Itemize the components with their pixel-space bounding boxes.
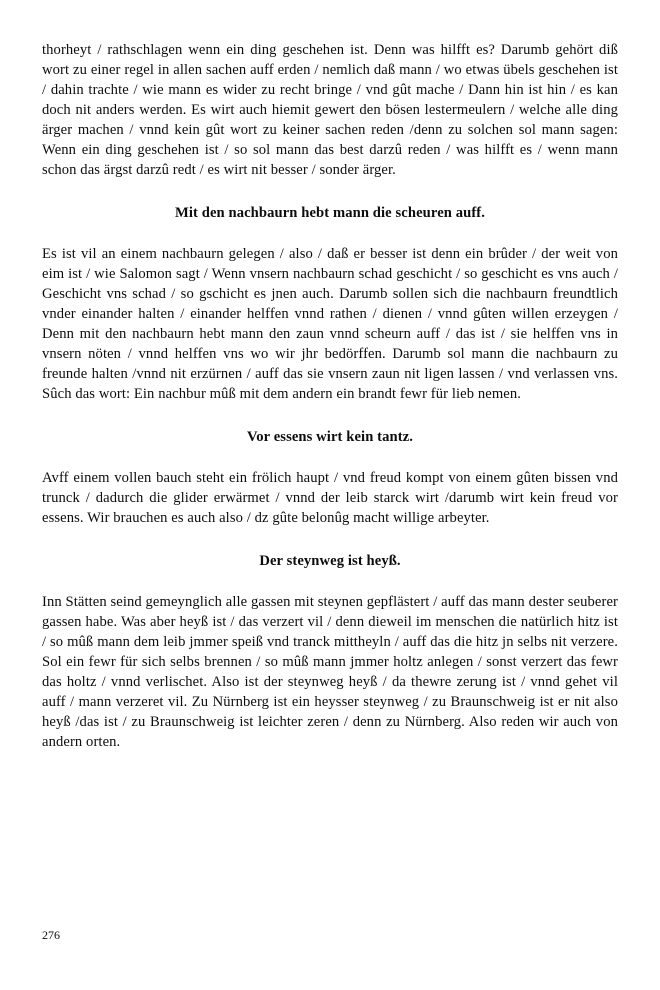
page-number: 276	[42, 928, 60, 942]
section-heading-nachbaurn: Mit den nachbaurn hebt mann die scheuren auff.	[174, 205, 486, 221]
section-heading-steynweg: Der steynweg ist heyß.	[259, 553, 401, 569]
paragraph-steynweg: Inn Stätten seind gemeynglich alle gassen mit steynen gepflästert / auff das mann dester seuberer gassen habe. Was aber heyß ist / das verzert vil / denn dieweil im menschen die natürlich hitz ist / so mûß mann dem leib jmmer speiß vnd tranck mittheyln / auff das die hitz jn selbs nit verzere. Sol ein fewr für sich selbs brennen / so mûß mann jmmer holtz anlegen / sonst verzert das fewr das holtz / vnnd verlischet. Also ist der steynweg heyß / da thewre zerung ist / vnnd gehet vil auff / mann verzeret vil. Zu Nürnberg ist ein heysser steynweg / zu Braunschweig ist er nit also heyß /das ist / zu Braunschweig ist leichter zeren / denn zu Nürnberg. Also reden wir auch von andern orten.	[42, 594, 618, 750]
paragraph-essens: Avff einem vollen bauch steht ein frölich haupt / vnd freud kompt von einem gûten bissen vnd trunck / dadurch die glider erwärmet / vnnd der leib starck wirt /darumb wirt kein freud vor essens. Wir brauchen es auch also / dz gûte belonûg macht willige arbeyter.	[42, 470, 618, 526]
paragraph-nachbaurn: Es ist vil an einem nachbaurn gelegen / also / daß er besser ist denn ein brûder / der weit von eim ist / wie Salomon sagt / Wenn vnsern nachbaurn schad geschicht / so geschicht es vns auch / Geschicht vns schad / so gschicht es jnen auch. Darumb sollen sich die nachbaurn freundtlich vnder einander halten / einander helffen vnnd rathen / dienen / vnnd gûten willen erzeygen / Denn mit den nachbaurn hebt mann den zaun vnnd scheurn auff / das ist / sie helffen vns in vnsern nöten / vnnd helffen vns wo wir jhr bedörffen. Darumb sol mann die nachbaurn zu freunde halten /vnnd nit erzürnen / auff das sie vnsern zaun nit ligen lassen / vnd verlassen vns. Sûch das wort: Ein nachbur mûß mit dem andern ein brandt fewr für lieb nemen.	[42, 246, 618, 402]
section-heading-essens: Vor essens wirt kein tantz.	[246, 429, 414, 445]
paragraph-continuation: thorheyt / rathschlagen wenn ein ding geschehen ist. Denn was hilfft es? Darumb gehört diß wort zu einer regel in allen sachen auff erden / nemlich daß mann / wo etwas übels geschehen ist / dahin trachte / wie mann es wider zu recht bringe / vnd gût mache / Dann hin ist hin / es kan doch nit anders werden. Es wirt auch hiemit gewert den bösen lestermeulern / welche alle ding ärger machen / vnnd kein gût wort zu keiner sachen reden /denn zu solchen sol mann sagen: Wenn ein ding geschehen ist / so sol mann das best darzû reden / was hilfft es / wenn mann schon das ärgst darzû redt / es wirt nit besser / sonder ärger.	[42, 42, 618, 178]
